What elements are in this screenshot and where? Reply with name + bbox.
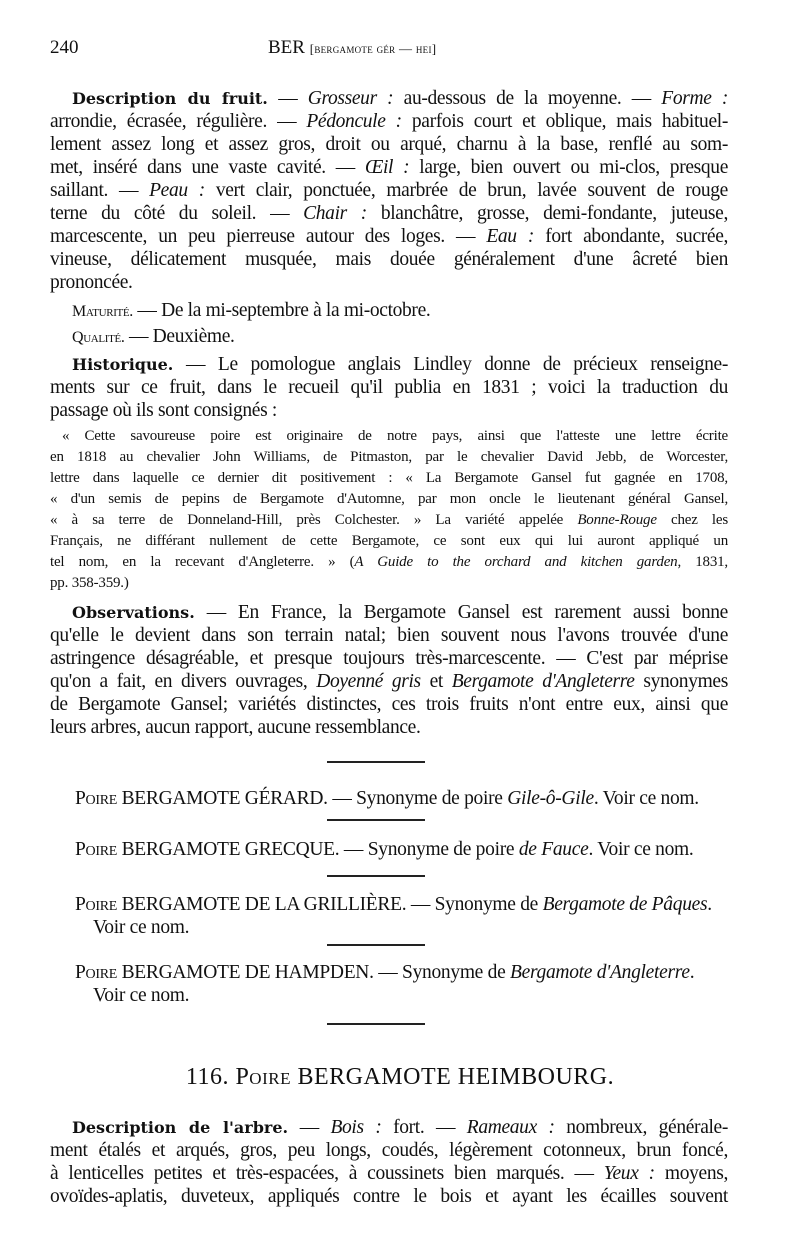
section-label: Description du fruit. xyxy=(72,89,268,108)
section-divider xyxy=(327,819,425,821)
entry-prefix: Poire xyxy=(235,1064,291,1090)
text-line: prononcée. xyxy=(50,272,133,293)
text-line: ovoïdes-aplatis, duveteux, appliqués contre le bois et ayant les écailles souvent xyxy=(50,1186,728,1207)
section-label: Historique. xyxy=(72,355,174,374)
synonym-entry-continuation: Voir ce nom. xyxy=(93,917,190,938)
section-divider xyxy=(327,761,425,763)
text-line: leurs arbres, aucun rapport, aucune ressemblance. xyxy=(50,717,421,738)
text-line: vineuse, délicatement musquée, mais douée généralement d'une âcreté bien xyxy=(50,249,728,270)
text-line: marcescente, un peu pierreuse autour des loges. — Eau : fort abondante, sucrée, xyxy=(50,226,729,247)
text-line: Description du fruit. — Grosseur : au-dessous de la moyenne. — Forme : xyxy=(72,88,728,109)
synonym-entry: Poire BERGAMOTE GÉRARD. — Synonyme de poire Gile-ô-Gile. Voir ce nom. xyxy=(75,788,699,809)
maturity-text: — De la mi-septembre à la mi-octobre. xyxy=(132,300,431,321)
text-line: Historique. — Le pomologue anglais Lindley donne de précieux renseigne- xyxy=(72,354,728,375)
text-line: astringence désagréable, et presque toujours très-marcescente. — C'est par méprise xyxy=(50,648,728,669)
section-label: Observations. xyxy=(72,603,195,622)
quality-line xyxy=(72,325,750,349)
quote-line: « à sa terre de Donneland-Hill, près Colchester. » La variété appelée Bonne-Rouge chez les xyxy=(50,512,728,528)
text-line: arrondie, écrasée, régulière. — Pédoncule : parfois court et oblique, mais habituel- xyxy=(50,111,728,132)
text-line: ments sur ce fruit, dans le recueil qu'il publia en 1831 ; voici la traduction du xyxy=(50,377,728,398)
text-line: qu'elle le devient dans son terrain natal; bien souvent nous l'avons trouvée d'une xyxy=(50,625,728,646)
section-divider xyxy=(327,875,425,877)
quote-line: pp. 358-359.) xyxy=(50,575,129,591)
maturity-label: Maturité. xyxy=(72,303,133,320)
page-number: 240 xyxy=(50,37,79,58)
synonym-entry: Poire BERGAMOTE DE HAMPDEN. — Synonyme de Bergamote d'Angleterre. xyxy=(75,962,695,983)
text-line: Description de l'arbre. — Bois : fort. — Rameaux : nombreux, générale- xyxy=(72,1117,729,1138)
section-label: Description de l'arbre. xyxy=(72,1118,289,1137)
text-line: lement assez long et assez gros, droit ou arqué, charnu à la base, renflé au som- xyxy=(50,134,728,155)
text-line: saillant. — Peau : vert clair, ponctuée, marbrée de brun, lavée souvent de rouge xyxy=(50,180,728,201)
section-divider xyxy=(327,944,425,946)
quote-line: en 1818 au chevalier John Williams, de Pitmaston, par le chevalier David Jebb, de Worcester, xyxy=(50,449,728,465)
entry-name: BERGAMOTE HEIMBOURG. xyxy=(297,1064,615,1090)
text-line: qu'on a fait, en divers ouvrages, Doyenné gris et Bergamote d'Angleterre synonymes xyxy=(50,671,728,692)
text-line: met, inséré dans une vaste cavité. — Œil : large, bien ouvert ou mi-clos, presque xyxy=(50,157,728,178)
text-line: de Bergamote Gansel; variétés distinctes, ces trois fruits n'ont entre eux, ainsi que xyxy=(50,694,728,715)
running-range: [bergamote gér — hei] xyxy=(309,41,437,56)
section-divider xyxy=(327,1023,425,1025)
text-line: passage où ils sont consignés : xyxy=(50,400,277,421)
text-line: à lenticelles petites et très-espacées, à coussinets bien marqués. — Yeux : moyens, xyxy=(50,1163,728,1184)
quote-line: « d'un semis de pepins de Bergamote d'Automne, par mon oncle le lieutenant général Gansel, xyxy=(50,491,728,507)
synonym-entry-continuation: Voir ce nom. xyxy=(93,985,190,1006)
entry-number: 116. xyxy=(185,1064,229,1090)
entry-heading xyxy=(0,1064,800,1091)
running-header xyxy=(268,37,436,59)
synonym-entry: Poire BERGAMOTE GRECQUE. — Synonyme de poire de Fauce. Voir ce nom. xyxy=(75,839,694,860)
running-title: BER xyxy=(268,37,305,58)
maturity-line xyxy=(72,299,750,323)
quote-line: tel nom, en la recevant d'Angleterre. » (A Guide to the orchard and kitchen garden, 1831, xyxy=(50,554,728,570)
text-line: terne du côté du soleil. — Chair : blanchâtre, grosse, demi-fondante, juteuse, xyxy=(50,203,728,224)
quality-text: — Deuxième. xyxy=(124,326,235,347)
synonym-entry: Poire BERGAMOTE DE LA GRILLIÈRE. — Synonyme de Bergamote de Pâques. xyxy=(75,894,712,915)
text-line: ment étalés et arqués, gros, peu longs, coudés, légèrement cotonneux, brun foncé, xyxy=(50,1140,728,1161)
quote-line: Français, ne différant nullement de cette Bergamote, ce sont eux qui lui auront appliqué un xyxy=(50,533,728,549)
quote-line: lettre dans laquelle ce dernier dit positivement : « La Bergamote Gansel fut gagnée en 1708, xyxy=(50,470,728,486)
text-line: Observations. — En France, la Bergamote Gansel est rarement aussi bonne xyxy=(72,602,728,623)
quote-line: « Cette savoureuse poire est originaire de notre pays, ainsi que l'atteste une lettre écrite xyxy=(62,428,728,444)
quality-label: Qualité. xyxy=(72,329,125,346)
